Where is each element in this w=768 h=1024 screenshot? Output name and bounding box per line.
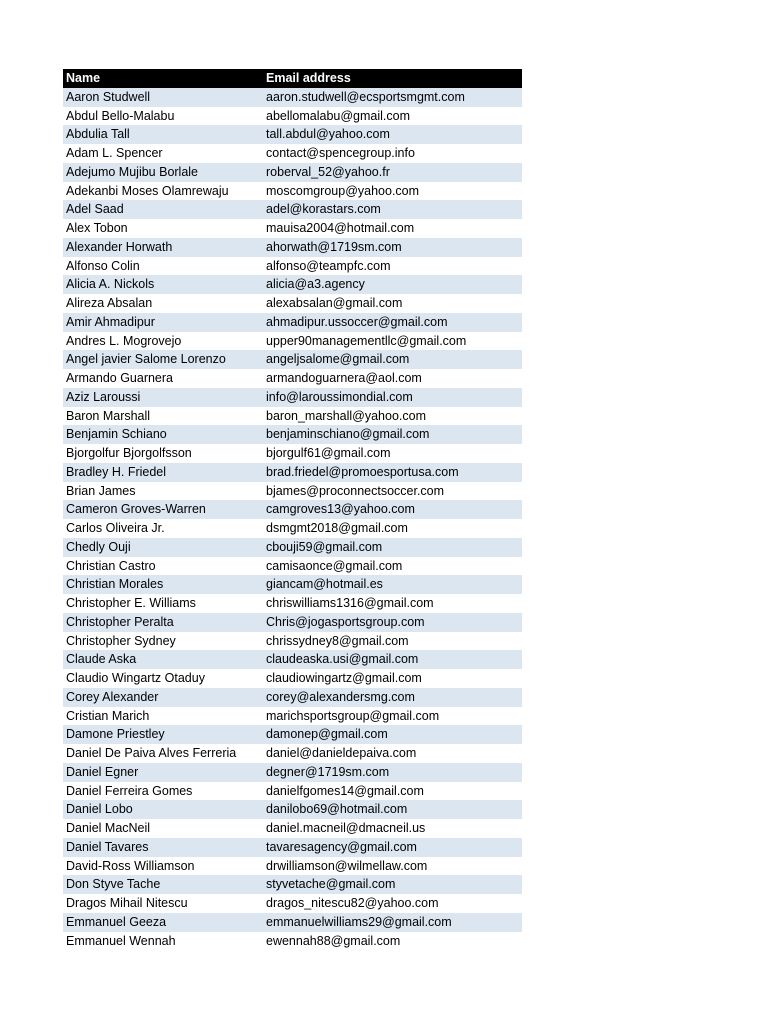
table-row bbox=[63, 707, 522, 726]
contact-email-cell: ahmadipur.ussoccer@gmail.com bbox=[263, 313, 522, 332]
contact-name-cell: Aziz Laroussi bbox=[63, 388, 263, 407]
contact-name-cell: Alireza Absalan bbox=[63, 294, 263, 313]
contact-email-cell: ahorwath@1719sm.com bbox=[263, 238, 522, 257]
contact-name-cell: David-Ross Williamson bbox=[63, 857, 263, 876]
contact-name-cell: Christopher Peralta bbox=[63, 613, 263, 632]
contact-email-cell: daniel.macneil@dmacneil.us bbox=[263, 819, 522, 838]
table-row bbox=[63, 500, 522, 519]
contact-email-cell: chriswilliams1316@gmail.com bbox=[263, 594, 522, 613]
table-row bbox=[63, 725, 522, 744]
contact-email-cell: damonep@gmail.com bbox=[263, 725, 522, 744]
header-row bbox=[63, 69, 522, 88]
contact-email-cell: upper90managementllc@gmail.com bbox=[263, 332, 522, 351]
contact-email-cell: dsmgmt2018@gmail.com bbox=[263, 519, 522, 538]
contact-email-cell: dragos_nitescu82@yahoo.com bbox=[263, 894, 522, 913]
contact-email-cell: benjaminschiano@gmail.com bbox=[263, 425, 522, 444]
contact-name-cell: Christian Morales bbox=[63, 575, 263, 594]
contact-email-cell: emmanuelwilliams29@gmail.com bbox=[263, 913, 522, 932]
contact-email-cell: camisaonce@gmail.com bbox=[263, 557, 522, 576]
table-row bbox=[63, 369, 522, 388]
contact-name-cell: Brian James bbox=[63, 482, 263, 501]
table-row bbox=[63, 482, 522, 501]
contact-name-cell: Andres L. Mogrovejo bbox=[63, 332, 263, 351]
contact-name-cell: Alicia A. Nickols bbox=[63, 275, 263, 294]
table-row bbox=[63, 800, 522, 819]
contact-name-cell: Benjamin Schiano bbox=[63, 425, 263, 444]
table-row bbox=[63, 350, 522, 369]
contact-name-cell: Abdulia Tall bbox=[63, 125, 263, 144]
contact-name-cell: Angel javier Salome Lorenzo bbox=[63, 350, 263, 369]
contact-name-cell: Christian Castro bbox=[63, 557, 263, 576]
contact-list-sheet bbox=[63, 69, 522, 950]
contact-name-cell: Emmanuel Geeza bbox=[63, 913, 263, 932]
table-row bbox=[63, 913, 522, 932]
contact-email-cell: claudeaska.usi@gmail.com bbox=[263, 650, 522, 669]
contact-email-cell: aaron.studwell@ecsportsmgmt.com bbox=[263, 88, 522, 107]
contact-email-cell: roberval_52@yahoo.fr bbox=[263, 163, 522, 182]
table-row bbox=[63, 688, 522, 707]
contact-email-cell: marichsportsgroup@gmail.com bbox=[263, 707, 522, 726]
contact-email-cell: info@laroussimondial.com bbox=[263, 388, 522, 407]
contact-email-cell: abellomalabu@gmail.com bbox=[263, 107, 522, 126]
contact-email-cell: alfonso@teampfc.com bbox=[263, 257, 522, 276]
contact-name-cell: Damone Priestley bbox=[63, 725, 263, 744]
table-row bbox=[63, 650, 522, 669]
contact-email-cell: bjorgulf61@gmail.com bbox=[263, 444, 522, 463]
contact-name-cell: Christopher E. Williams bbox=[63, 594, 263, 613]
table-row bbox=[63, 425, 522, 444]
contact-email-cell: alicia@a3.agency bbox=[263, 275, 522, 294]
table-row bbox=[63, 763, 522, 782]
contact-name-cell: Alex Tobon bbox=[63, 219, 263, 238]
table-row bbox=[63, 463, 522, 482]
table-row bbox=[63, 125, 522, 144]
contact-email-cell: armandoguarnera@aol.com bbox=[263, 369, 522, 388]
contact-email-cell: bjames@proconnectsoccer.com bbox=[263, 482, 522, 501]
table-row bbox=[63, 613, 522, 632]
contact-name-cell: Daniel De Paiva Alves Ferreria bbox=[63, 744, 263, 763]
contact-name-cell: Bjorgolfur Bjorgolfsson bbox=[63, 444, 263, 463]
contact-name-cell: Adekanbi Moses Olamrewaju bbox=[63, 182, 263, 201]
table-row bbox=[63, 182, 522, 201]
contact-name-cell: Alexander Horwath bbox=[63, 238, 263, 257]
table-row bbox=[63, 744, 522, 763]
table-row bbox=[63, 219, 522, 238]
contact-name-cell: Bradley H. Friedel bbox=[63, 463, 263, 482]
contact-email-cell: alexabsalan@gmail.com bbox=[263, 294, 522, 313]
contact-email-cell: camgroves13@yahoo.com bbox=[263, 500, 522, 519]
contact-email-cell: tavaresagency@gmail.com bbox=[263, 838, 522, 857]
contact-name-cell: Corey Alexander bbox=[63, 688, 263, 707]
table-row bbox=[63, 894, 522, 913]
table-row bbox=[63, 275, 522, 294]
table-row bbox=[63, 444, 522, 463]
contact-email-cell: adel@korastars.com bbox=[263, 200, 522, 219]
table-row bbox=[63, 257, 522, 276]
contact-name-cell: Baron Marshall bbox=[63, 407, 263, 426]
contact-name-cell: Abdul Bello-Malabu bbox=[63, 107, 263, 126]
contact-email-cell: chrissydney8@gmail.com bbox=[263, 632, 522, 651]
contact-name-cell: Amir Ahmadipur bbox=[63, 313, 263, 332]
contact-name-cell: Cameron Groves-Warren bbox=[63, 500, 263, 519]
table-row bbox=[63, 669, 522, 688]
contact-name-cell: Alfonso Colin bbox=[63, 257, 263, 276]
table-row bbox=[63, 313, 522, 332]
contact-name-cell: Adam L. Spencer bbox=[63, 144, 263, 163]
contact-name-cell: Daniel Lobo bbox=[63, 800, 263, 819]
contact-name-cell: Armando Guarnera bbox=[63, 369, 263, 388]
contact-email-cell: brad.friedel@promoesportusa.com bbox=[263, 463, 522, 482]
table-row bbox=[63, 575, 522, 594]
table-row bbox=[63, 88, 522, 107]
contact-email-cell: drwilliamson@wilmellaw.com bbox=[263, 857, 522, 876]
contact-email-cell: Chris@jogasportsgroup.com bbox=[263, 613, 522, 632]
contact-name-cell: Aaron Studwell bbox=[63, 88, 263, 107]
table-row bbox=[63, 932, 522, 951]
table-row bbox=[63, 144, 522, 163]
contact-email-cell: daniel@danieldepaiva.com bbox=[263, 744, 522, 763]
contact-email-cell: angeljsalome@gmail.com bbox=[263, 350, 522, 369]
table-row bbox=[63, 838, 522, 857]
column-header-email: Email address bbox=[263, 69, 522, 88]
table-row bbox=[63, 594, 522, 613]
table-row bbox=[63, 557, 522, 576]
contact-email-cell: baron_marshall@yahoo.com bbox=[263, 407, 522, 426]
contact-name-cell: Daniel Egner bbox=[63, 763, 263, 782]
contact-email-cell: corey@alexandersmg.com bbox=[263, 688, 522, 707]
contact-name-cell: Claudio Wingartz Otaduy bbox=[63, 669, 263, 688]
table-row bbox=[63, 819, 522, 838]
table-row bbox=[63, 107, 522, 126]
table-row bbox=[63, 407, 522, 426]
table-body bbox=[63, 88, 522, 951]
contact-name-cell: Daniel MacNeil bbox=[63, 819, 263, 838]
contact-email-cell: claudiowingartz@gmail.com bbox=[263, 669, 522, 688]
contact-name-cell: Chedly Ouji bbox=[63, 538, 263, 557]
column-header-name: Name bbox=[63, 69, 263, 88]
contact-name-cell: Christopher Sydney bbox=[63, 632, 263, 651]
contact-name-cell: Adel Saad bbox=[63, 200, 263, 219]
contact-name-cell: Carlos Oliveira Jr. bbox=[63, 519, 263, 538]
table-row bbox=[63, 538, 522, 557]
table-row bbox=[63, 238, 522, 257]
contact-name-cell: Don Styve Tache bbox=[63, 875, 263, 894]
contact-name-cell: Dragos Mihail Nitescu bbox=[63, 894, 263, 913]
contact-email-cell: danilobo69@hotmail.com bbox=[263, 800, 522, 819]
contact-table bbox=[63, 69, 522, 950]
contact-email-cell: moscomgroup@yahoo.com bbox=[263, 182, 522, 201]
contact-name-cell: Daniel Tavares bbox=[63, 838, 263, 857]
table-row bbox=[63, 163, 522, 182]
contact-name-cell: Daniel Ferreira Gomes bbox=[63, 782, 263, 801]
table-row bbox=[63, 782, 522, 801]
contact-email-cell: giancam@hotmail.es bbox=[263, 575, 522, 594]
contact-name-cell: Adejumo Mujibu Borlale bbox=[63, 163, 263, 182]
contact-email-cell: mauisa2004@hotmail.com bbox=[263, 219, 522, 238]
table-row bbox=[63, 294, 522, 313]
contact-email-cell: contact@spencegroup.info bbox=[263, 144, 522, 163]
contact-name-cell: Emmanuel Wennah bbox=[63, 932, 263, 951]
contact-email-cell: cbouji59@gmail.com bbox=[263, 538, 522, 557]
contact-name-cell: Claude Aska bbox=[63, 650, 263, 669]
table-row bbox=[63, 519, 522, 538]
contact-email-cell: degner@1719sm.com bbox=[263, 763, 522, 782]
contact-email-cell: ewennah88@gmail.com bbox=[263, 932, 522, 951]
table-row bbox=[63, 332, 522, 351]
contact-email-cell: danielfgomes14@gmail.com bbox=[263, 782, 522, 801]
table-row bbox=[63, 200, 522, 219]
table-row bbox=[63, 875, 522, 894]
contact-name-cell: Cristian Marich bbox=[63, 707, 263, 726]
contact-email-cell: tall.abdul@yahoo.com bbox=[263, 125, 522, 144]
table-row bbox=[63, 388, 522, 407]
table-row bbox=[63, 632, 522, 651]
table-row bbox=[63, 857, 522, 876]
contact-email-cell: styvetache@gmail.com bbox=[263, 875, 522, 894]
